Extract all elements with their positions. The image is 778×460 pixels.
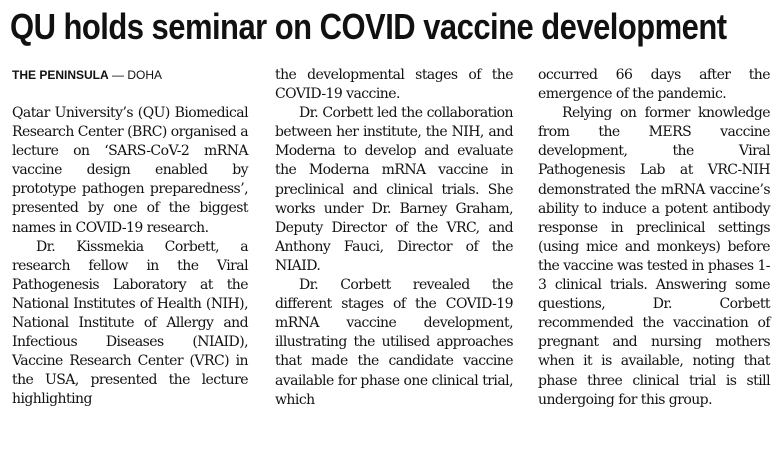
paragraph-mers: Relying on former knowledge from the MERS vaccine development, the Viral Pathogenesis Lab at VRC-NIH demonstrated the mRNA vaccine’s ability to induce a potent antibody response in preclinical settings (using mice and monkeys) before the vaccine was tested in phases 1-3 clinical trials. Answering some questions, Dr. Corbett recommended the vaccination of pregnant and nursing mothers when it is available, noting that phase three clinical trial is still undergoing for this group.: [538, 105, 770, 408]
article-column-1: [12, 104, 248, 410]
byline-source: THE PENINSULA: [12, 68, 109, 82]
byline-separator: —: [112, 68, 125, 82]
article-column-2: [275, 66, 513, 410]
article-column-3: [538, 66, 770, 410]
paragraph-stages: Dr. Corbett revealed the different stages of the COVID-19 mRNA vaccine development, illustrating the utilised approaches that made the candidate vaccine available for phase one clinical trial, which: [275, 277, 513, 408]
byline-location: DOHA: [127, 68, 163, 82]
paragraph-continued-2: occurred 66 days after the emergence of the pandemic.: [538, 67, 770, 103]
paragraph-collaboration: Dr. Corbett led the collaboration between her institute, the NIH, and Moderna to develop and evaluate the Moderna mRNA vaccine in preclinical and clinical trials. She works under Dr. Barney Graham, Deputy Director of the VRC, and Anthony Fauci, Director of the NIAID.: [275, 105, 513, 274]
byline: [12, 66, 262, 84]
headline: QU holds seminar on COVID vaccine development: [10, 6, 727, 47]
paragraph-corbett-intro: Dr. Kissmekia Corbett, a research fellow in the Viral Pathogenesis Laboratory at the National Institutes of Health (NIH), National Institute of Allergy and Infectious Diseases (NIAID), Vaccine Research Center (VRC) in the USA, presented the lecture highlighting: [12, 238, 248, 408]
paragraph-continued: the developmental stages of the COVID-19 vaccine.: [275, 67, 513, 103]
paragraph-intro: Qatar University’s (QU) Biomedical Research Center (BRC) organised a lecture on ‘SARS-CoV-2 mRNA vaccine design enabled by prototype pathogen preparedness’, presented by one of the biggest names in COVID-19 research.: [12, 105, 248, 236]
